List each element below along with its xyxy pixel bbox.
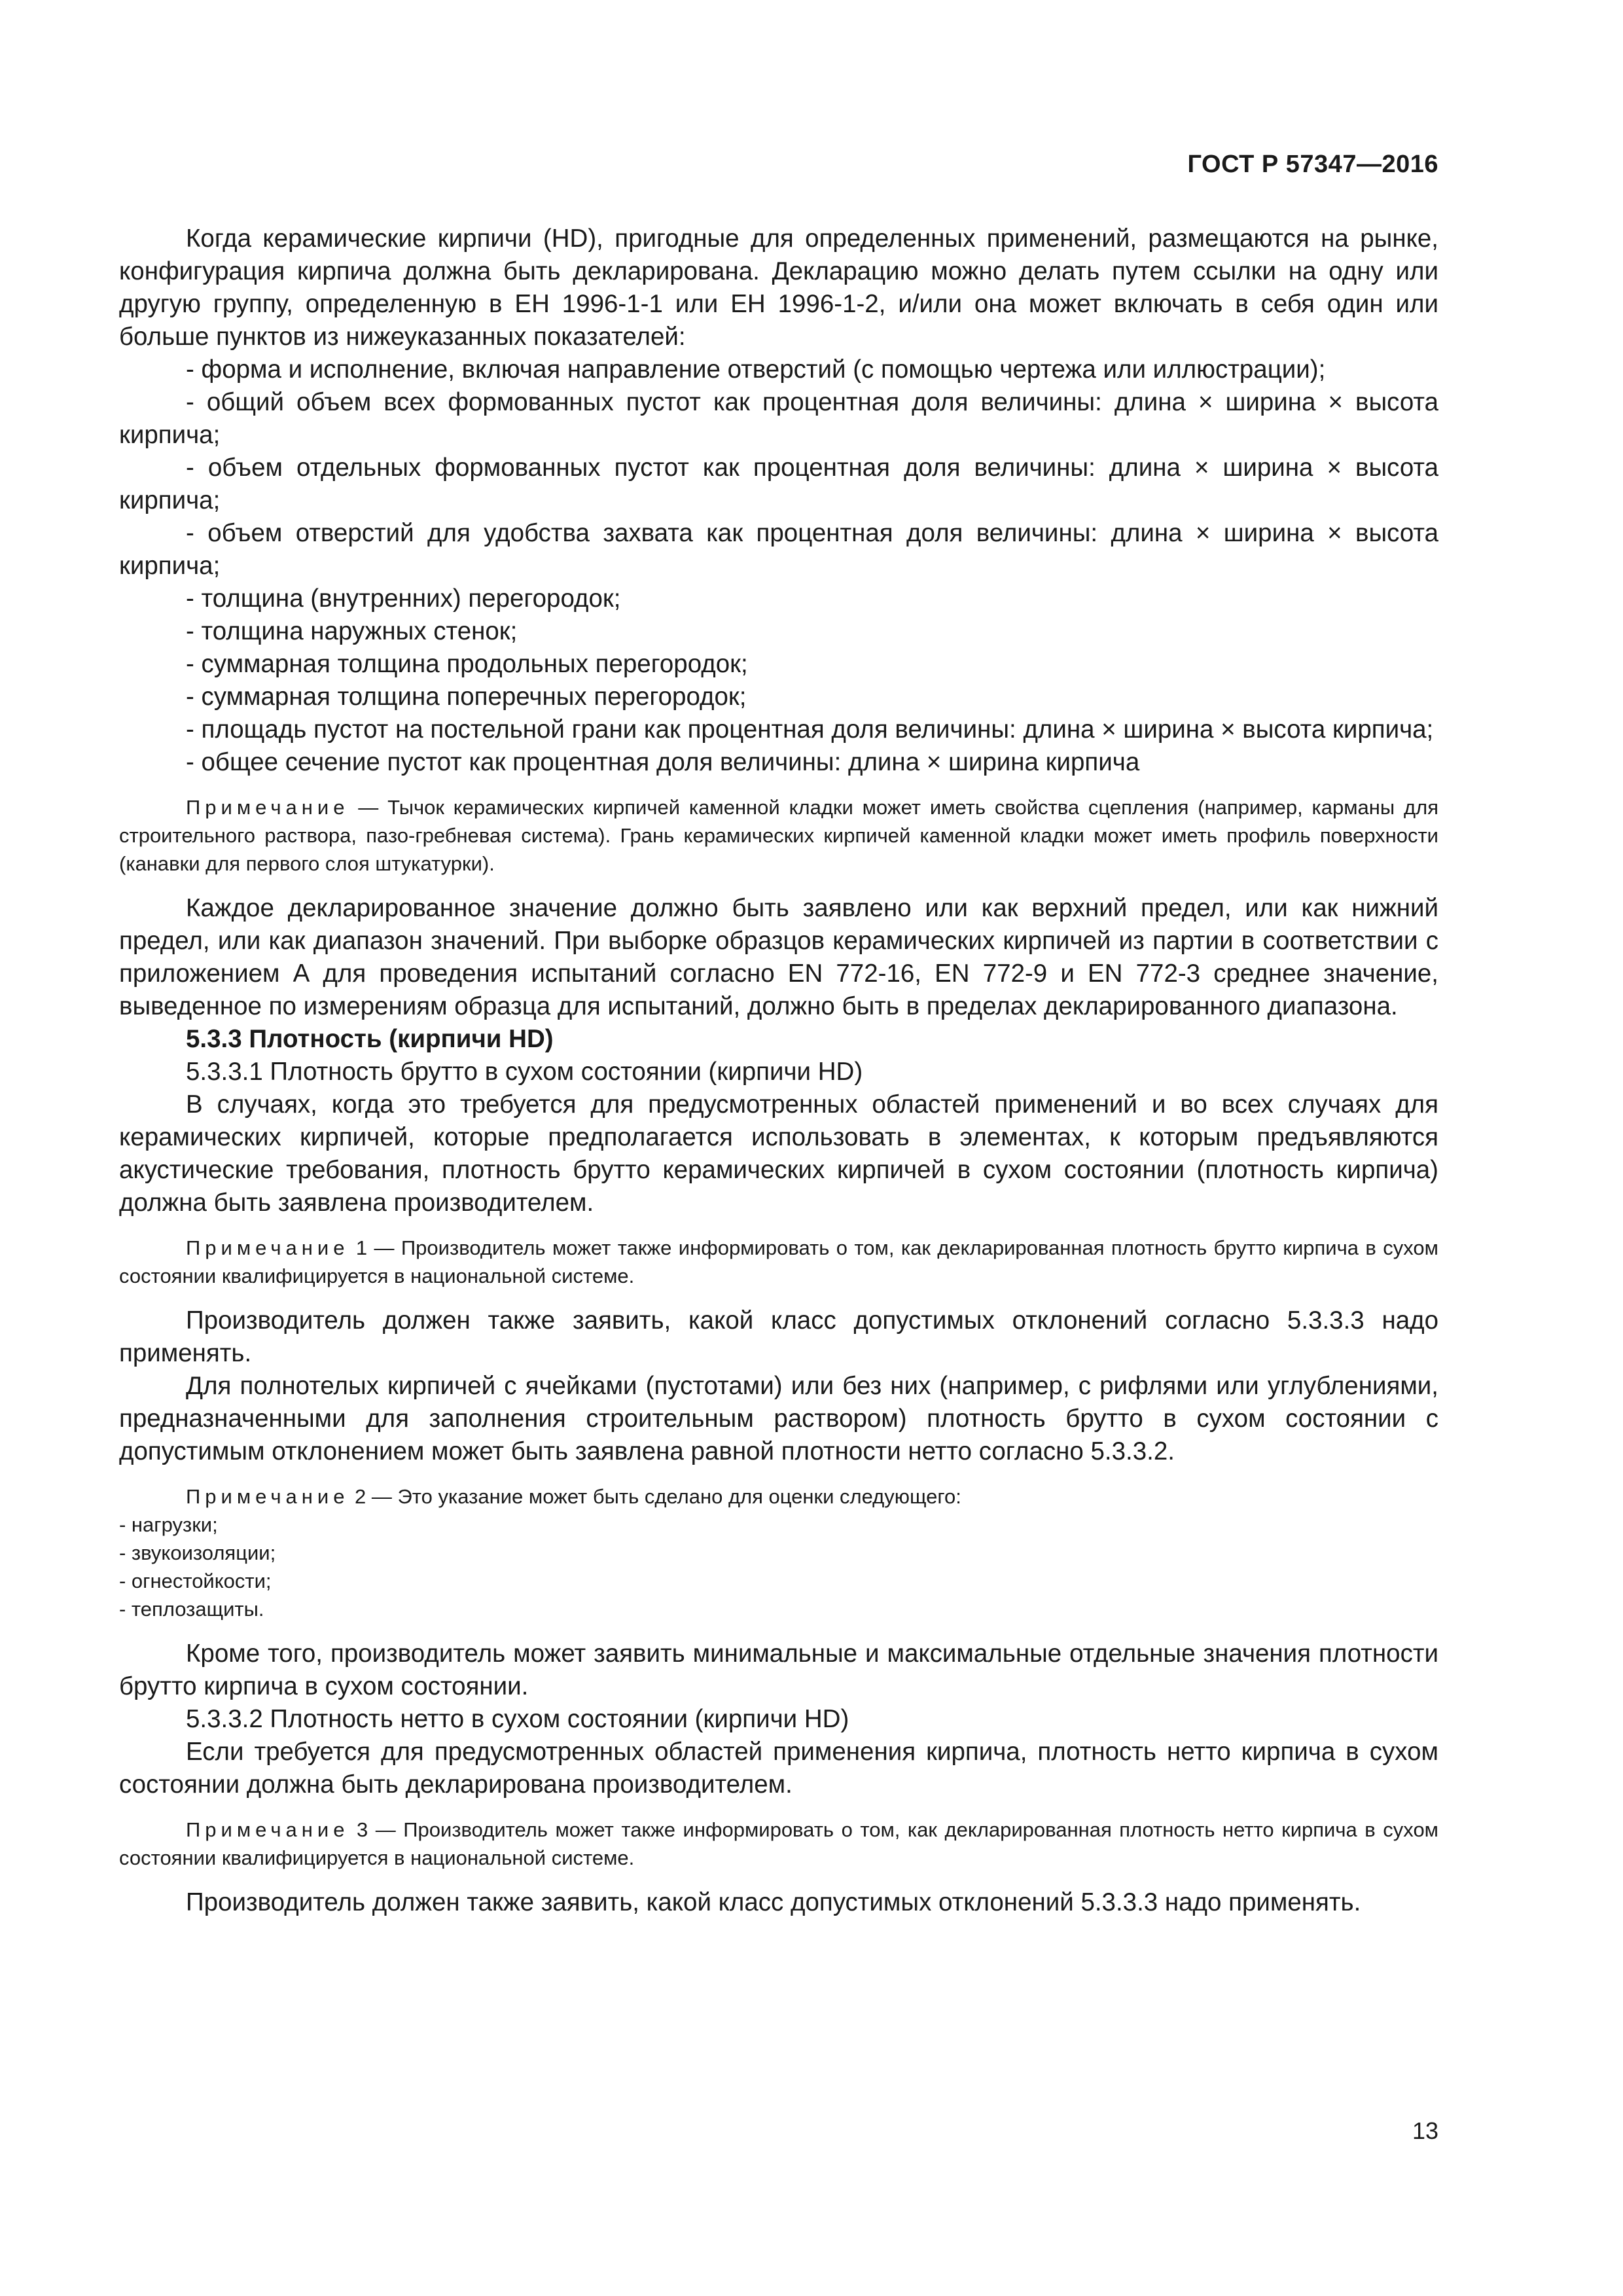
list-item: - площадь пустот на постельной грани как процентная доля величины: длина × ширина × высота кирпича; (186, 715, 1434, 744)
page-content (119, 223, 1438, 1919)
note-label: Примечание (186, 1485, 349, 1508)
note-text: 1 — Производитель может также информировать о том, как декларированная плотность брутто кирпича в сухом состоянии квалифицируется в национальной системе. (119, 1236, 1438, 1287)
note-text: — Тычок керамических кирпичей каменной кладки может иметь свойства сцепления (например, карманы для строительного раствора, пазо-гребневая система). Грань керамических кирпичей каменной кладки может иметь профиль поверхности (канавки для первого слоя штукатурки). (119, 796, 1438, 875)
page-number: 13 (1412, 2117, 1438, 2144)
subsection-paragraph: Если требуется для предусмотренных областей применения кирпича, плотность нетто кирпича в сухом состоянии должна быть декларирована производителем. (119, 1738, 1438, 1799)
document-code-header: ГОСТ Р 57347—2016 (1187, 151, 1438, 178)
document-page (119, 0, 1438, 2296)
note-text: 3 — Производитель может также информировать о том, как декларированная плотность нетто кирпича в сухом состоянии квалифицируется в национальной системе. (119, 1818, 1438, 1869)
note-main (119, 793, 1438, 878)
subsection-title: 5.3.3.1 Плотность брутто в сухом состоянии (кирпичи HD) (186, 1058, 863, 1086)
list-item: - общий объем всех формованных пустот как процентная доля величины: длина × ширина × высота кирпича; (119, 388, 1438, 449)
note-text: 2 — Это указание может быть сделано для оценки следующего: (349, 1485, 961, 1508)
list-item: - суммарная толщина продольных перегородок; (186, 650, 748, 678)
note-label: Примечание (186, 796, 349, 819)
tolerance-paragraph: Производитель должен также заявить, какой класс допустимых отклонений согласно 5.3.3.3 надо применять. (119, 1306, 1438, 1367)
note-list-item: - теплозащиты. (119, 1598, 264, 1621)
list-item: - суммарная толщина поперечных перегородок; (186, 683, 747, 711)
note-3 (119, 1816, 1438, 1872)
note-list-item: - звукоизоляции; (119, 1541, 276, 1564)
note-list-item: - нагрузки; (119, 1513, 218, 1536)
declared-value-paragraph: Каждое декларированное значение должно быть заявлено или как верхний предел, или как нижний предел, или как диапазон значений. При выборке образцов керамических кирпичей из партии в соответствии с приложением А для проведения испытаний согласно EN 772-16, EN 772-9 и EN 772-3 среднее значение, выведенное по измерениям образца для испытаний, должно быть в пределах декларированного диапазона. (119, 894, 1438, 1020)
list-item: - общее сечение пустот как процентная доля величины: длина × ширина кирпича (186, 748, 1140, 776)
solid-bricks-paragraph: Для полнотелых кирпичей с ячейками (пустотами) или без них (например, с рифлями или углублениями, предназначенными для заполнения строительным раствором) плотность брутто в сухом состоянии с допустимым отклонением может быть заявлена равной плотности нетто согласно 5.3.3.2. (119, 1372, 1438, 1465)
note-list-item: - огнестойкости; (119, 1570, 272, 1592)
list-item: - толщина (внутренних) перегородок; (186, 584, 621, 613)
list-item: - объем отверстий для удобства захвата как процентная доля величины: длина × ширина × высота кирпича; (119, 519, 1438, 580)
minmax-paragraph: Кроме того, производитель может заявить минимальные и максимальные отдельные значения плотности брутто кирпича в сухом состоянии. (119, 1640, 1438, 1700)
note-2 (119, 1482, 1438, 1623)
note-1 (119, 1234, 1438, 1290)
list-item: - форма и исполнение, включая направление отверстий (с помощью чертежа или иллюстрации); (186, 355, 1326, 384)
note-label: Примечание (186, 1818, 349, 1841)
note-2-intro (119, 1482, 1438, 1511)
final-paragraph: Производитель должен также заявить, какой класс допустимых отклонений 5.3.3.3 надо применять. (186, 1888, 1361, 1916)
list-item: - толщина наружных стенок; (186, 617, 518, 645)
list-item: - объем отдельных формованных пустот как процентная доля величины: длина × ширина × высота кирпича; (119, 454, 1438, 514)
subsection-paragraph: В случаях, когда это требуется для предусмотренных областей применений и во всех случаях для керамических кирпичей, которые предполагается использовать в элементах, к которым предъявляются акустические требования, плотность брутто керамических кирпичей в сухом состоянии (плотность кирпича) должна быть заявлена производителем. (119, 1090, 1438, 1217)
note-label: Примечание (186, 1236, 349, 1259)
intro-paragraph: Когда керамические кирпичи (HD), пригодные для определенных применений, размещаются на рынке, конфигурация кирпича должна быть декларирована. Декларацию можно делать путем ссылки на одну или другую группу, определенную в ЕН 1996-1-1 или ЕН 1996-1-2, и/или она может включать в себя один или больше пунктов из нижеуказанных показателей: (119, 224, 1438, 351)
section-heading: 5.3.3 Плотность (кирпичи HD) (186, 1025, 554, 1053)
subsection-title: 5.3.3.2 Плотность нетто в сухом состоянии (кирпичи HD) (186, 1705, 849, 1733)
